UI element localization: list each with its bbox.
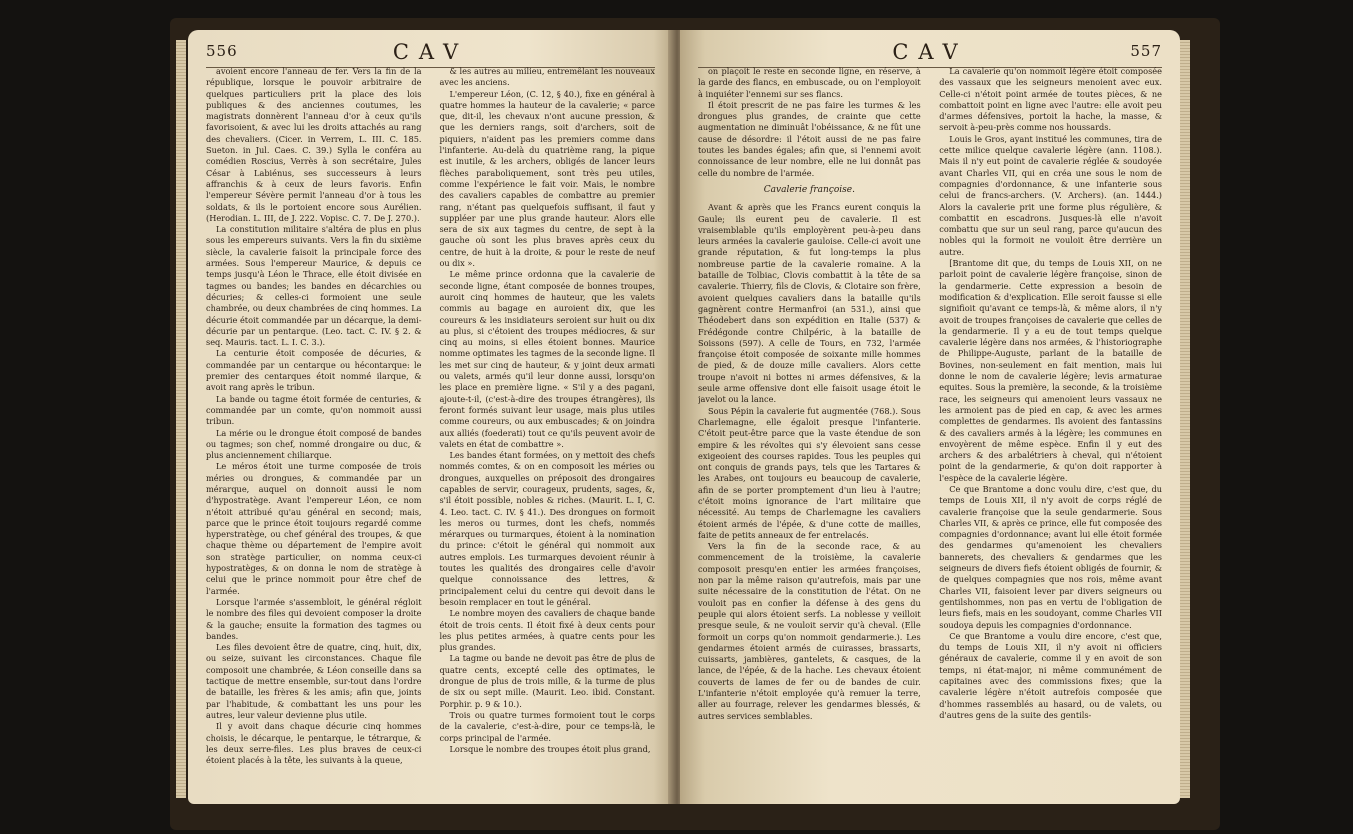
paragraph: L'empereur Léon, (C. 12, § 40.), fixe en général à quatre hommes la hauteur de la cavalerie; « parce que, dit-il, les chevaux n'ont aucune pression, & que les derniers rangs, soit d'archers, soit de piquiers, n'aident pas les premiers comme dans l'infanterie. Au-delà du quatrième rang, la pique est inutile, & les archers, obligés de lancer leurs flèches paraboliquement, sont très peu utiles, comme l'expérience le fait voir. Mais, le nombre des cavaliers capables de combattre au premier rang, n'étant pas quelquefois suffisant, il faut y suppléer par une plus grande hauteur. Alors elle sera de six aux tagmes du centre, de sept à la gauche où sont les plus braves après ceux du centre, de huit à la droite, & pour le reste de neuf ou dix ». bbox=[439, 88, 655, 269]
paragraph: [Brantome dit que, du temps de Louis XII, on ne parloit point de cavalerie légère françoise, sinon de la gendarmerie. Cette expression a besoin de modification & d'explication. Elle seroit fausse si elle signifioit qu'avant ce temps-là, & même alors, il n'y avoit de troupes françoises de cavalerie que celles de la gendarmerie. Il y a eu de tout temps quelque cavalerie légère dans nos armées, & l'historiographe de Philippe-Auguste, parlant de la bataille de Bovines, non-seulement en fait mention, mais lui donne le nom de cavalerie légère; levis armaturae equites. Sous la première, la seconde, & la troisième race, les seigneurs qui amenoient leurs vassaux ne les armoient pas de pied en cap, & avec les armes complettes de gendarmes. Ils avoient des fantassins & des cavaliers armés à la légère; les communes en envoyèrent de même espèce. Enfin il y eut des archers & des arbalétriers à cheval, qui n'étoient point de la gendarmerie, & qu'on doit rapporter à l'espèce de la cavalerie légère. bbox=[939, 258, 1162, 483]
right-running-head: CAV bbox=[892, 40, 968, 64]
right-page-number: 557 bbox=[1130, 42, 1162, 60]
paragraph: Lorsque l'armée s'assembloit, le général régloit le nombre des files qui devoient composer la droite & la gauche; ensuite la formation des tagmes ou bandes. bbox=[206, 596, 422, 641]
paragraph: Les bandes étant formées, on y mettoit des chefs nommés comtes, & on en composoit les méries ou drongues, auxquelles on préposoit des drongaires capables de servir, courageux, prudents, sages, &, s'il étoit possible, nobles & riches. (Maurit. L. I, C. 4. Leo. tact. C. IV. § 41.). Des drongues on formoit les meros ou turmes, dont les chefs, nommés mérarques ou turmarques, étoient à la nomination du prince: c'étoit le général qui nommoit aux autres emplois. Les turmarques devoient réunir à toutes les qualités des drongaires celle d'avoir quelque connoissance des lettres, & principalement celui du centre qui devoit dans le besoin remplacer en tout le général. bbox=[439, 450, 655, 607]
paragraph: Trois ou quatre turmes formoient tout le corps de la cavalerie, c'est-à-dire, pour ce temps-là, le corps principal de l'armée. bbox=[439, 709, 655, 743]
paragraph: Le méros étoit une turme composée de trois méries ou drongues, & commandée par un mérarque, auquel on donnoit aussi le nom d'hypostratège. Avant l'empereur Léon, ce nom n'étoit attribué qu'au général en second; mais, parce que le prince étoit toujours regardé comme hyperstratège, ou chef général des troupes, & que chaque thème ou département de l'empire avoit son stratège particulier, on nomma ceux-ci hypostratèges, & on donna le nom de stratège à celui que le prince nommoit pour être chef de l'armée. bbox=[206, 461, 422, 596]
right-column-1 bbox=[698, 66, 921, 796]
paragraph: La mérie ou le drongue étoit composé de bandes ou tagmes; son chef, nommé drongaire ou duc, & plus anciennement chiliarque. bbox=[206, 427, 422, 461]
left-header bbox=[206, 40, 655, 66]
paragraph: avoient encore l'anneau de fer. Vers la fin de la république, lorsque le pouvoir arbitraire de quelques particuliers prit la place des lois publiques & des anciennes coutumes, les magistrats donnèrent l'anneau d'or à ceux qu'ils favorisoient, & avec lui les droits attachés au rang des chevaliers. (Cicer. in Verrem, L. III. C. 185. Sueton. in Jul. Caes. C. 39.) Sylla le conféra au comédien Roscius, Verrès à son secrétaire, Jules César à Labiénus, ses successeurs à leurs affranchis & à ceux de leurs favoris. Enfin l'empereur Sévère permit l'anneau d'or à tous les soldats, & ils le portoient encore sous Aurélien. (Herodian. L. III, de J. 222. Vopisc. C. 7. De J. 270.). bbox=[206, 66, 422, 223]
paragraph: Avant & après que les Francs eurent conquis la Gaule; ils eurent peu de cavalerie. Il est vraisemblable qu'ils employèrent peu-à-peu dans leurs armées la cavalerie gauloise. Celle-ci avoit une grande réputation, & fut long-temps la plus nombreuse partie de la cavalerie romaine. A la bataille de Tolbiac, Clovis combattit à la tête de sa cavalerie. Thierry, fils de Clovis, & Clotaire son frère, avoient quelques cavaliers dans la bataille qu'ils gagnèrent contre Hermanfroi (an 531.), ainsi que Théodebert dans son expédition en Italie (537) & Frédégonde contre Chilpéric, à la bataille de Soissons (597). A celle de Tours, en 732, l'armée françoise étoit composée de soixante mille hommes de pied, & de douze mille cavaliers. Alors cette troupe n'avoit ni bottes ni armes défensives, & la seule arme offensive dont elle faisoit usage étoit le javelot ou la lance. bbox=[698, 202, 921, 405]
paragraph: Il étoit prescrit de ne pas faire les turmes & les drongues plus grandes, de crainte que cette augmentation ne diminuât l'obéissance, & ne fût une cause de désordre: il l'étoit aussi de ne pas faire toutes les bandes égales; afin que, si l'ennemi avoit connoissance de leur nombre, elle ne lui donnât pas celle du nombre de l'armée. bbox=[698, 99, 921, 178]
left-column-2 bbox=[439, 66, 655, 796]
paragraph: Ce que Brantome a donc voulu dire, c'est que, du temps de Louis XII, il n'y avoit de corps réglé de cavalerie françoise que la seule gendarmerie. Sous Charles VII, & après ce prince, elle fut composée des compagnies d'ordonnance; avant lui elle étoit formée des gendarmes qu'amenoient les chevaliers bannerets, des chevaliers & gendarmes que les seigneurs de divers fiefs étoient obligés de fournir, & de quelques compagnies que nos rois, même avant Charles VII, faisoient lever par divers seigneurs ou gentilshommes, non pas en vertu de l'obligation de leurs fiefs, mais en les soudoyant, comme Charles VII soudoya depuis les compagnies d'ordonnance. bbox=[939, 483, 1162, 630]
paragraph: Le nombre moyen des cavaliers de chaque bande étoit de trois cents. Il étoit fixé à deux cents pour les plus petites armées, à quatre cents pour les plus grandes. bbox=[439, 608, 655, 653]
right-column-2 bbox=[939, 66, 1162, 796]
paragraph: La bande ou tagme étoit formée de centuries, & commandée par un comte, qu'on nommoit aussi tribun. bbox=[206, 393, 422, 427]
paragraph: Louis le Gros, ayant institué les communes, tira de cette milice quelque cavalerie légère (ann. 1108.). Mais il n'y eut point de cavalerie réglée & soudoyée avant Charles VII, qui en créa une sous le nom de compagnies d'ordonnance, & une infanterie sous celui de francs-archers. (V. Archers). (an. 1444.) Alors la cavalerie prit une forme plus régulière, & combattit en escadrons. Jusques-là elle n'avoit combattu que sur un seul rang, parce qu'aucun des nobles qui la formoit ne vouloit être derrière un autre. bbox=[939, 133, 1162, 257]
right-page bbox=[680, 30, 1180, 804]
left-page bbox=[188, 30, 673, 804]
paragraph: Lorsque le nombre des troupes étoit plus grand, bbox=[449, 743, 651, 754]
paragraph: on plaçoit le reste en seconde ligne, en réserve, à la garde des flancs, en embuscade, ou on l'employoit à inquiéter l'ennemi sur ses flancs. bbox=[698, 66, 921, 99]
paragraph: Sous Pépin la cavalerie fut augmentée (768.). Sous Charlemagne, elle égaloit presque l'infanterie. C'étoit peut-être parce que la vaste étendue de son empire & les révoltes qui s'y élevoient sans cesse exigeoient des courses rapides. Tous les peuples qui ont conquis de grands pays, tels que les Tartares & les Arabes, ont toujours eu beaucoup de cavalerie, afin de se porter promptement d'un lieu à l'autre; c'étoit moins ignorance de l'art militaire que nécessité. Au temps de Charlemagne les cavaliers étoient armés de l'épée, & d'une cotte de mailles, faite de petits anneaux de fer entrelacés. bbox=[698, 405, 921, 540]
right-page-edges bbox=[1180, 40, 1190, 798]
paragraph: La tagme ou bande ne devoit pas être de plus de quatre cents, excepté celle des optimates, le drongue de plus de trois mille, & la turme de plus de six ou sept mille. (Maurit. Leo. ibid. Constant. Porphir. p. 9 & 10.). bbox=[439, 653, 655, 709]
left-page-edges bbox=[176, 40, 186, 798]
left-column-1 bbox=[206, 66, 422, 796]
paragraph: Ce que Brantome a voulu dire encore, c'est que, du temps de Louis XII, il n'y avoit ni officiers généraux de cavalerie, comme il y en avoit de son temps, ni état-major, ni même communément de capitaines avec des commissions fixes; que la cavalerie légère n'étoit autrefois composée que d'hommes rassemblés au hasard, ou de valets, ou d'autres gens de la suite des gentils- bbox=[939, 630, 1162, 720]
left-page-number: 556 bbox=[206, 42, 238, 60]
paragraph: Il y avoit dans chaque décurie cinq hommes choisis, le décarque, le pentarque, le tétrarque, & les deux serre-files. Les plus braves de ceux-ci étoient placés à la tête, les suivants à la queue, bbox=[206, 721, 422, 766]
paragraph: La constitution militaire s'altéra de plus en plus sous les empereurs suivants. Vers la fin du sixième siècle, la cavalerie faisoit la principale force des armées. Sous l'empereur Maurice, & depuis ce temps jusqu'à Léon le Thrace, elle étoit divisée en tagmes ou bandes; les bandes en décarchies ou décuries; & celles-ci formoient une seule chambrée, ou deux chambrées de cinq hommes. La décurie étoit commandée par un décarque, la demi-décurie par un pentarque. (Leo. tact. C. IV. § 2. & seq. Mauris. tact. L. I. C. 3.). bbox=[206, 224, 422, 348]
paragraph: Le même prince ordonna que la cavalerie de seconde ligne, étant composée de bonnes troupes, auroit cinq hommes de hauteur, que les valets commis au bagage en auroient dix, que les coureurs & les insidiateurs seroient sur huit ou dix au plus, si c'étoient des troupes médiocres, & sur cinq au moins, si elles étoient bonnes. Maurice nomme optimates les tagmes de la seconde ligne. Il les met sur cinq de hauteur, & y joint deux armati ou valets, armés qu'il leur donne aussi, lorsqu'on les place en première ligne. « S'il y a des pagani, ajoute-t-il, (c'est-à-dire des troupes étrangères), ils feront formés suivant leur usage, mais plus utiles comme coureurs, ou aux embuscades; & on joindra aux alliés (foederati) tout ce qu'ils peuvent avoir de valets en état de combattre ». bbox=[439, 269, 655, 449]
left-running-head: CAV bbox=[392, 40, 469, 64]
section-subheading: Cavalerie françoise. bbox=[763, 184, 855, 195]
paragraph: & les autres au milieu, entremêlant les nouveaux avec les anciens. bbox=[439, 66, 655, 88]
right-columns bbox=[698, 66, 1162, 796]
paragraph: Vers la fin de la seconde race, & au commencement de la troisième, la cavalerie composoit presqu'en entier les armées françoises, non par la même raison qu'autrefois, mais par une suite nécessaire de la constitution de l'état. On ne vouloit pas en confier la défense à des gens du peuple qui alors étoient serfs. La noblesse y veilloit presque seule, & ne vouloit servir qu'à cheval. (Elle formoit un corps qu'on nommoit gendarmerie.). Les gendarmes étoient armés de cuirasses, brassarts, cuissarts, jambières, gantelets, & casques, de la lance, de l'épée, & de la hache. Les chevaux étoient couverts de lames de fer ou de bandes de cuir. L'infanterie n'étoit employée qu'à remuer la terre, aller au fourrage, relever les gendarmes blessés, & autres services semblables. bbox=[698, 541, 921, 721]
paragraph: La centurie étoit composée de décuries, & commandée par un centarque ou hécontarque: le premier des centarques étoit nommé ilarque, & avoit rang après le tribun. bbox=[206, 348, 422, 393]
paragraph: La cavalerie qu'on nommoit légère étoit composée des vassaux que les seigneurs menoient avec eux. Celle-ci n'étoit point armée de toutes pièces, & ne combattoit point en ligne avec l'autre: elle avoit peu d'armes défensives, portoit la hache, la masse, & servoit à-peu-près comme nos houssards. bbox=[939, 66, 1162, 133]
paragraph: Les files devoient être de quatre, cinq, huit, dix, ou seize, suivant les circonstances. Chaque file composoit une chambrée, & Léon conseille dans sa tactique de mettre ensemble, sur-tout dans l'ordre de bataille, les frères & les amis; afin que, joints par l'habitude, & combattant les uns pour les autres, leur valeur devienne plus utile. bbox=[206, 642, 422, 720]
right-header bbox=[698, 40, 1162, 66]
left-columns bbox=[206, 66, 655, 796]
